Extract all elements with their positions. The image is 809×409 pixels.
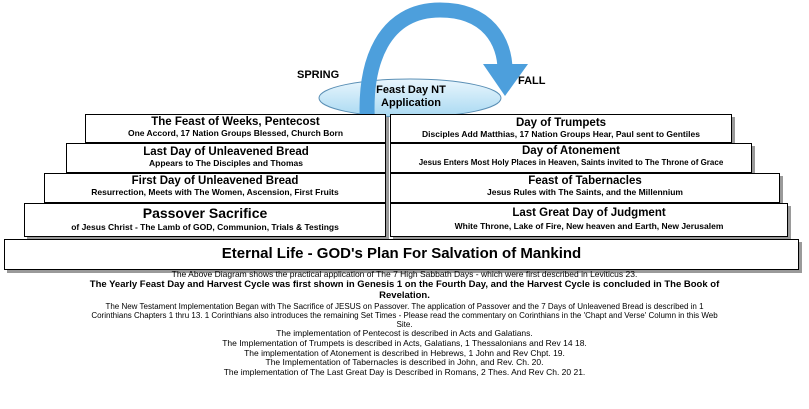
- note-line: The Above Diagram shows the practical application of The 7 High Sabbath Days - which were first described in Leviticus 23.: [171, 269, 638, 279]
- tabernacles-sub: Jesus Rules with The Saints, and the Millennium: [486, 186, 683, 197]
- tabernacles-box: [390, 173, 780, 203]
- note-line: Revelation.: [379, 289, 430, 301]
- trumpets-sub: Disciples Add Matthias, 17 Nation Groups Hear, Paul sent to Gentiles: [422, 128, 700, 139]
- passover-sub: of Jesus Christ - The Lamb of GOD, Communion, Trials & Testings: [71, 222, 339, 233]
- tabernacles-title: Feast of Tabernacles: [528, 175, 642, 187]
- last-great-day-box: [390, 203, 788, 237]
- atonement-sub: Jesus Enters Most Holy Places in Heaven, Saints invited to The Throne of Grace: [418, 157, 724, 167]
- note-line: Corinthians Chapters 1 thru 13. 1 Corinthians also introduces the remaining Set Times - Please read the commentary on Corinthians in the 'Chapt and Verse' Column in this Web: [91, 310, 718, 320]
- feast-of-weeks-sub: One Accord, 17 Nation Groups Blessed, Church Born: [127, 127, 344, 138]
- passover-box: [24, 203, 386, 237]
- last-day-unleavened-box: [66, 143, 386, 173]
- note-line: The implementation of Atonement is described in Hebrews, 1 John and Rev Chpt. 19.: [244, 347, 565, 358]
- fall-label: FALL: [518, 75, 546, 87]
- last-great-day-sub: White Throne, Lake of Fire, New heaven and Earth, New Jerusalem: [454, 220, 724, 231]
- note-line: Site.: [396, 319, 413, 329]
- note-line: The Yearly Feast Day and Harvest Cycle was first shown in Genesis 1 on the Fourth Day, and the Harvest Cycle is concluded in The Book of: [89, 278, 720, 290]
- first-day-unleavened-title: First Day of Unleavened Bread: [131, 175, 299, 187]
- atonement-title: Day of Atonement: [522, 145, 620, 157]
- note-line: The implementation of Pentecost is described in Acts and Galatians.: [276, 328, 533, 339]
- trumpets-box: [390, 114, 732, 143]
- feast-of-weeks-title: The Feast of Weeks, Pentecost: [151, 116, 320, 128]
- note-line: The Implementation of Trumpets is described in Acts, Galatians, 1 Thessalonians and Rev 14 18.: [222, 337, 587, 348]
- first-day-unleavened-box: [44, 173, 386, 203]
- eternal-life-title: Eternal Life - GOD's Plan For Salvation of Mankind: [221, 245, 582, 262]
- atonement-box: [390, 143, 752, 173]
- eternal-life-box: [4, 239, 799, 270]
- last-day-unleavened-sub: Appears to The Disciples and Thomas: [149, 157, 303, 168]
- curved-arrow-icon: [0, 0, 809, 130]
- passover-title: Passover Sacrifice: [142, 205, 268, 221]
- note-line: The New Testament Implementation Began with The Sacrifice of JESUS on Passover. The application of Passover and the 7 Days of Unleavened Bread is described in 1: [105, 301, 704, 311]
- note-line: The Implementation of Tabernacles is described in John, and Rev. Ch. 20.: [265, 357, 544, 368]
- first-day-unleavened-sub: Resurrection, Meets with The Women, Ascension, First Fruits: [91, 186, 339, 197]
- last-day-unleavened-title: Last Day of Unleavened Bread: [143, 146, 309, 158]
- note-line: The implementation of The Last Great Day is Described in Romans, 2 Thes. And Rev Ch. 20 21.: [223, 367, 586, 378]
- notes: [0, 270, 809, 378]
- ellipse-label: Feast Day NT Application: [376, 84, 446, 109]
- feast-of-weeks-box: [85, 114, 386, 143]
- last-great-day-title: Last Great Day of Judgment: [512, 207, 666, 219]
- spring-label: SPRING: [297, 69, 340, 81]
- trumpets-title: Day of Trumpets: [515, 117, 607, 129]
